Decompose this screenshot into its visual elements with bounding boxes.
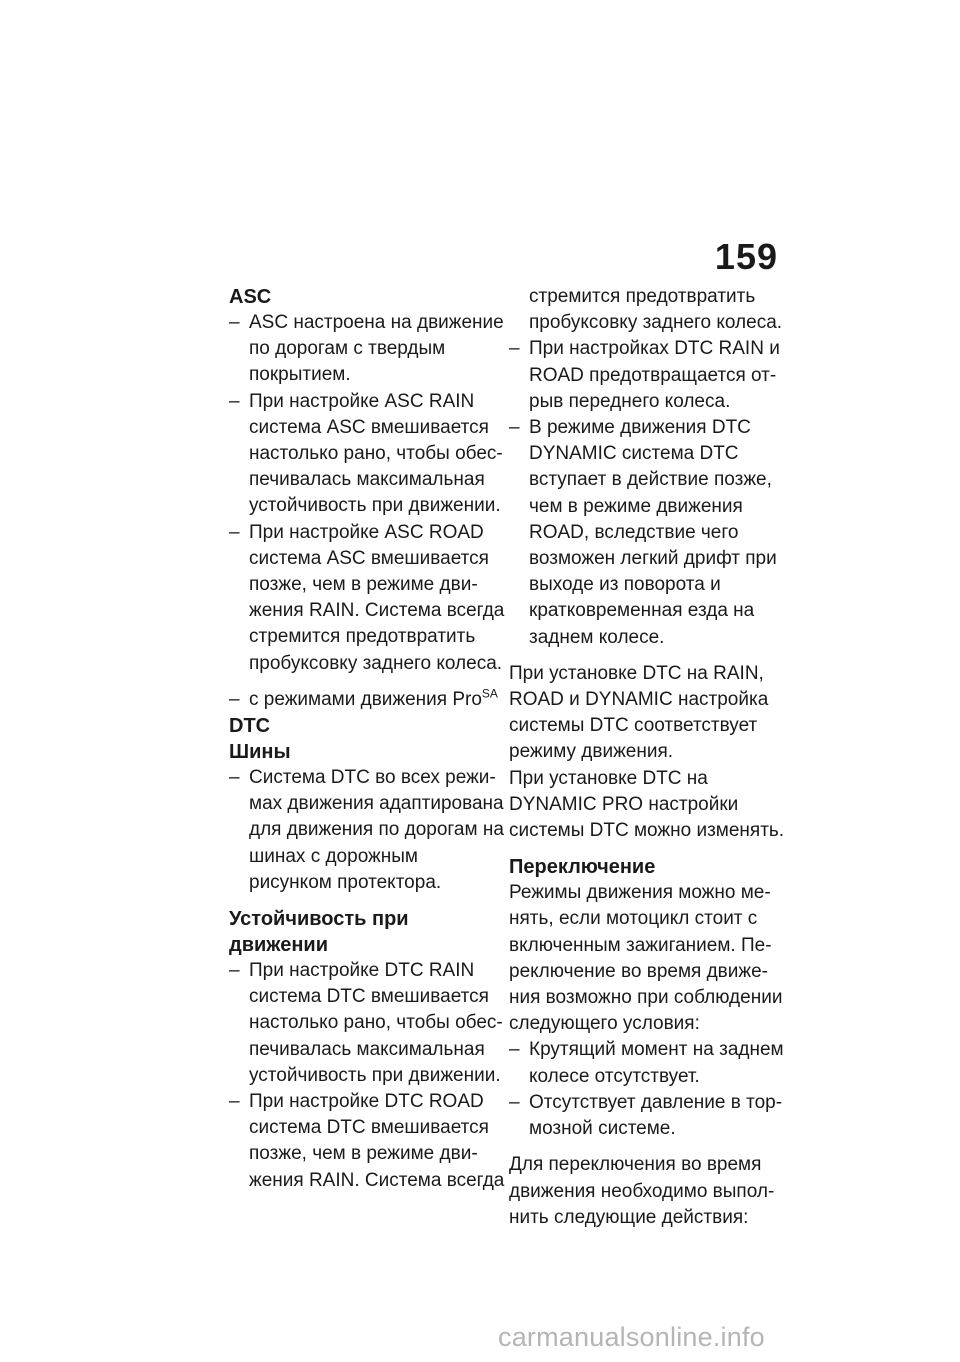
dtc-heading: DTC [229, 715, 271, 738]
list-item: – Крутящий момент на заднем колесе отсутствует. [509, 1037, 785, 1089]
right-column [509, 284, 785, 1231]
paragraph: При установке DTC на RAIN, ROAD и DYNAMIC настройка системы DTC соответствует режиму движения. [509, 662, 769, 763]
list-item: – При настройке ASC RAIN система ASC вмешивается настолько рано, чтобы обеспечивалась максимальная устойчивость при движении. [229, 389, 505, 520]
tires-heading: Шины [229, 741, 291, 764]
list-item: – Отсутствует давление в тормозной системе. [509, 1090, 785, 1142]
page-number: 159 [714, 236, 778, 277]
asc-heading: ASC [229, 286, 272, 308]
stability-heading: Устойчивость при движении [229, 908, 409, 957]
list-item: – При настройке ASC ROAD система ASC вмешивается позже, чем в режиме движения RAIN. Система всегда стремится предотвратить пробуксовку заднего колеса. [229, 520, 505, 677]
paragraph: При установке DTC на DYNAMIC PRO настройки системы DTC можно изменять. [509, 767, 785, 842]
list-item: – ASC настроена на движение по дорогам с твердым покрытием. [229, 310, 505, 389]
sa-superscript: SA [481, 686, 498, 701]
switch-heading: Переключение [509, 856, 656, 879]
left-column [229, 284, 505, 1194]
list-item: – Система DTC во всех режимах движения адаптирована для движения по дорогам на шинах с дорожным рисунком протектора. [229, 765, 505, 896]
list-item: – При настройке DTC RAIN система DTC вмешивается настолько рано, чтобы обеспечивалась максимальная устойчивость при движении. [229, 958, 505, 1089]
watermark: carmanualsonline.info [498, 1322, 765, 1352]
stability-list [229, 958, 505, 1194]
paragraph: Режимы движения можно менять, если мотоцикл стоит с включенным зажиганием. Переключение во время движения возможно при соблюдении следующего условия: [509, 882, 783, 1035]
pro-list [229, 687, 505, 713]
asc-list [229, 310, 505, 677]
list-item-pro [229, 687, 505, 713]
list-item: – При настройке DTC ROAD система DTC вмешивается позже, чем в режиме движения RAIN. Система всегда [229, 1089, 505, 1194]
continuation-text: стремится предотвратить пробуксовку заднего колеса. [529, 286, 783, 334]
dtc-list [509, 336, 785, 650]
list-item: – В режиме движения DTC DYNAMIC система DTC вступает в действие позже, чем в режиме движения ROAD, вследствие чего возможен легкий дрифт при выходе из поворота и кратковременная езда на заднем колесе. [509, 415, 785, 651]
pro-text: с режимами движения Pro [249, 688, 482, 710]
conditions-list [509, 1037, 785, 1142]
tires-list [229, 765, 505, 896]
list-item: – При настройках DTC RAIN и ROAD предотвращается отрыв переднего колеса. [509, 336, 785, 415]
paragraph: Для переключения во время движения необходимо выполнить следующие действия: [509, 1154, 775, 1228]
